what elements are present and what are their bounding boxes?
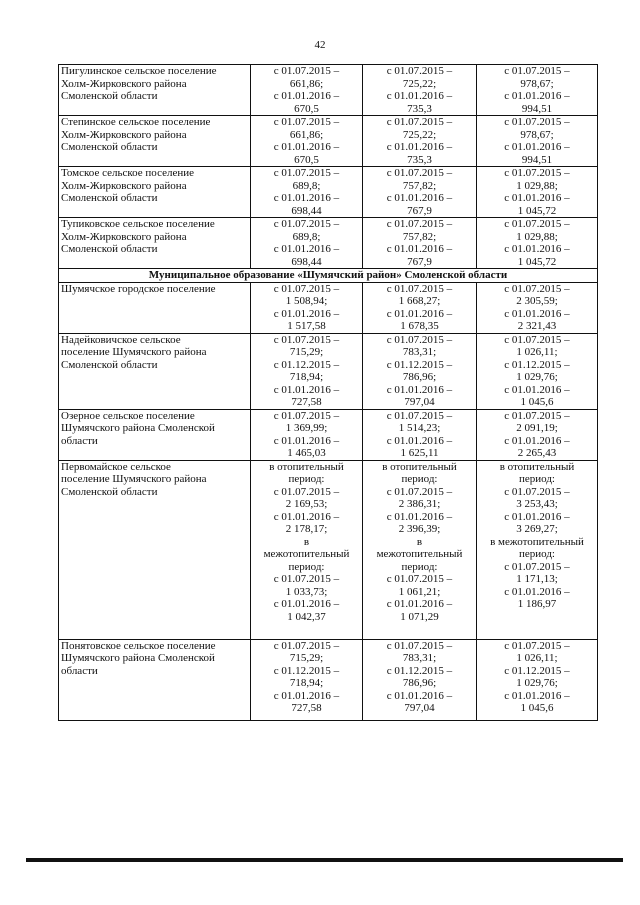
tariff-line: с 01.12.2015 – (273, 664, 340, 677)
tariff-line: с 01.01.2016 – (386, 510, 453, 523)
tariff-line: с 01.07.2015 – (273, 116, 340, 128)
tariff-line: 2 305,59; (516, 295, 558, 307)
tariff-line: 661,86; (289, 128, 324, 141)
tariff-line: 786,96; (402, 371, 437, 383)
tariff-line: с 01.01.2016 – (386, 141, 453, 153)
tariff-cell-col3 (477, 409, 598, 460)
tariff-line: межотопительный (263, 548, 350, 560)
section-header: Муниципальное образование «Шумячский район» Смоленской области (59, 269, 598, 283)
tariff-line: 1 625,11 (400, 447, 439, 459)
tariff-cell-col2 (363, 65, 477, 116)
tariff-line: с 01.01.2016 – (273, 243, 340, 255)
tariff-line: в отопительный (382, 460, 457, 473)
tariff-cell-col3 (477, 65, 598, 116)
tariff-line: 727,58 (291, 702, 322, 714)
tariff-line: с 01.07.2015 – (386, 573, 453, 585)
tariff-line: с 01.07.2015 – (273, 218, 340, 230)
tariff-line: с 01.07.2015 – (386, 639, 453, 652)
settlement-name-line: Шумячское городское поселение (61, 282, 216, 295)
settlement-name-line: Шумячского района Смоленской (61, 652, 215, 664)
settlement-name-line: Холм-Жирковского района (61, 230, 187, 243)
table-row (59, 218, 598, 269)
table-row (59, 116, 598, 167)
table-row (59, 639, 598, 720)
settlement-name-line: Томское сельское поселение (61, 167, 195, 179)
tariff-line: с 01.07.2015 – (504, 65, 570, 77)
settlement-name-line: Пигулинское сельское поселение (61, 65, 217, 77)
tariff-line: 1 508,94; (285, 295, 328, 307)
tariff-line: с 01.07.2015 – (504, 485, 570, 498)
settlement-name-line: Шумячского района Смоленской (61, 422, 215, 434)
tariff-line: 1 029,76; (516, 371, 558, 383)
table-row (59, 409, 598, 460)
tariff-cell-col2 (363, 333, 477, 409)
tariff-line: с 01.01.2016 – (386, 434, 453, 447)
tariff-line: 3 269,27; (516, 523, 558, 535)
tariff-line: с 01.01.2016 – (273, 689, 340, 702)
tariff-line: 783,31; (402, 346, 437, 358)
tariff-cell-col3 (477, 333, 598, 409)
settlement-name-line: Смоленской области (61, 358, 158, 371)
tariff-line: 797,04 (404, 396, 435, 408)
tariff-line: 2 386,31; (398, 498, 441, 510)
tariff-line: с 01.07.2015 – (273, 409, 340, 422)
tariff-line: 735,3 (407, 153, 432, 166)
tariff-line: с 01.12.2015 – (386, 358, 453, 371)
settlement-name-line: Надейковичское сельское (61, 333, 181, 346)
tariff-line: с 01.01.2016 – (504, 383, 570, 396)
tariff-line: 757,82; (402, 230, 437, 243)
settlement-name-cell (59, 167, 251, 218)
tariff-line: период: (288, 473, 325, 485)
tariff-line: в отопительный (269, 460, 344, 473)
tariff-line: с 01.01.2016 – (273, 192, 340, 204)
tariff-line: с 01.01.2016 – (504, 90, 570, 102)
tariff-line: 2 265,43 (517, 447, 557, 459)
tariff-line: с 01.01.2016 – (504, 141, 570, 153)
tariff-line: с 01.01.2016 – (386, 307, 453, 320)
tariff-cell-col1 (251, 282, 363, 333)
tariff-line: 698,44 (291, 255, 322, 268)
tariff-line: межотопительный (376, 548, 463, 560)
tariff-line: с 01.12.2015 – (504, 358, 570, 371)
table-row (59, 333, 598, 409)
tariff-cell-col3 (477, 116, 598, 167)
tariff-line: 1 029,88; (516, 230, 558, 243)
tariff-table (58, 64, 598, 721)
table-row (59, 460, 598, 639)
tariff-cell-col1 (251, 409, 363, 460)
tariff-line: 1 171,13; (516, 573, 558, 585)
tariff-cell-col3 (477, 167, 598, 218)
tariff-cell-col3 (477, 218, 598, 269)
tariff-line: с 01.01.2016 – (273, 510, 340, 523)
tariff-line: с 01.07.2015 – (273, 573, 340, 585)
tariff-line: с 01.01.2016 – (386, 383, 453, 396)
tariff-cell-col3 (477, 639, 598, 720)
tariff-line: 786,96; (402, 677, 437, 689)
tariff-line: с 01.12.2015 – (504, 664, 570, 677)
settlement-name-line: Смоленской области (61, 485, 158, 498)
tariff-line: с 01.01.2016 – (273, 598, 340, 610)
tariff-line: с 01.07.2015 – (504, 218, 570, 230)
tariff-cell-col2 (363, 282, 477, 333)
table-row (59, 65, 598, 116)
table-row (59, 167, 598, 218)
tariff-cell-col3 (477, 282, 598, 333)
tariff-line: 1 045,72 (517, 204, 557, 217)
tariff-line: с 01.07.2015 – (504, 639, 570, 652)
settlement-name-line: Холм-Жирковского района (61, 77, 187, 90)
tariff-line: 767,9 (407, 204, 432, 217)
tariff-line: период: (519, 473, 555, 485)
settlement-name-line: Степинское сельское поселение (61, 116, 211, 128)
tariff-cell-col1 (251, 116, 363, 167)
tariff-line: с 01.07.2015 – (386, 65, 453, 77)
tariff-line: 1 678,35 (400, 320, 439, 332)
tariff-cell-col1 (251, 65, 363, 116)
settlement-name-cell (59, 65, 251, 116)
tariff-line: 994,51 (521, 102, 553, 115)
tariff-line: с 01.01.2016 – (386, 598, 453, 610)
tariff-line: 715,29; (289, 652, 324, 664)
tariff-line: с 01.07.2015 – (386, 218, 453, 230)
tariff-line: с 01.07.2015 – (273, 333, 340, 346)
tariff-line: с 01.07.2015 – (386, 333, 453, 346)
settlement-name-cell (59, 460, 251, 639)
tariff-cell-col1 (251, 639, 363, 720)
tariff-line: 978,67; (520, 77, 554, 90)
tariff-line: с 01.01.2016 – (273, 90, 340, 102)
tariff-line: в (416, 535, 423, 548)
tariff-line: с 01.07.2015 – (504, 282, 570, 295)
tariff-line: 725,22; (402, 77, 437, 90)
tariff-cell-col1 (251, 167, 363, 218)
tariff-line: с 01.07.2015 – (273, 65, 340, 77)
tariff-cell-col2 (363, 167, 477, 218)
tariff-line: 735,3 (407, 102, 432, 115)
tariff-line: 2 169,53; (285, 498, 328, 510)
tariff-line: 670,5 (294, 102, 319, 115)
tariff-line: 3 253,43; (516, 498, 558, 510)
tariff-line: 1 369,99; (285, 422, 328, 434)
tariff-cell-col1 (251, 333, 363, 409)
tariff-line: 1 668,27; (398, 295, 441, 307)
tariff-line: 767,9 (407, 255, 432, 268)
tariff-line: с 01.01.2016 – (504, 689, 570, 702)
settlement-name-line: Холм-Жирковского района (61, 128, 187, 141)
tariff-line: 1 033,73; (285, 585, 328, 598)
tariff-line: 978,67; (520, 128, 554, 141)
tariff-line: с 01.01.2016 – (386, 192, 453, 204)
tariff-cell-col2 (363, 639, 477, 720)
settlement-name-line: Понятовское сельское поселение (61, 639, 216, 652)
settlement-name-line: Тупиковское сельское поселение (61, 218, 215, 230)
tariff-line: 718,94; (289, 371, 324, 383)
settlement-name-line: Смоленской области (61, 192, 158, 204)
tariff-line: с 01.01.2016 – (273, 141, 340, 153)
tariff-line: 994,51 (521, 153, 553, 166)
tariff-line: 1 045,6 (520, 396, 554, 408)
settlement-name-line: Холм-Жирковского района (61, 179, 187, 192)
tariff-line: с 01.01.2016 – (504, 307, 570, 320)
tariff-line: 1 514,23; (398, 422, 441, 434)
tariff-line: с 01.01.2016 – (504, 510, 570, 523)
tariff-line: период: (288, 560, 325, 573)
settlement-name-line: области (61, 664, 98, 677)
tariff-cell-col2 (363, 116, 477, 167)
tariff-line: с 01.01.2016 – (504, 434, 570, 447)
tariff-line: 727,58 (291, 396, 322, 408)
tariff-line: с 01.07.2015 – (273, 485, 340, 498)
tariff-line: 1 045,72 (517, 255, 557, 268)
tariff-line: 797,04 (404, 702, 435, 714)
tariff-line: 2 178,17; (285, 523, 328, 535)
tariff-line: 1 029,88; (516, 179, 558, 192)
tariff-line: с 01.07.2015 – (504, 409, 570, 422)
tariff-line: 2 396,39; (398, 523, 441, 535)
tariff-line: 689,8; (292, 179, 321, 192)
tariff-line: с 01.07.2015 – (273, 282, 340, 295)
tariff-line: с 01.07.2015 – (386, 409, 453, 422)
tariff-line: с 01.01.2016 – (273, 307, 340, 320)
bottom-rule (26, 858, 623, 862)
tariff-line: с 01.07.2015 – (386, 282, 453, 295)
tariff-line: с 01.07.2015 – (504, 167, 570, 179)
tariff-cell-col1 (251, 218, 363, 269)
tariff-line: 698,44 (291, 204, 322, 217)
tariff-line: с 01.01.2016 – (273, 383, 340, 396)
settlement-name-cell (59, 333, 251, 409)
tariff-line: 1 465,03 (287, 447, 326, 459)
tariff-line: период: (401, 560, 438, 573)
tariff-line: 1 042,37 (287, 610, 326, 623)
tariff-line: с 01.01.2016 – (386, 243, 453, 255)
settlement-name-cell (59, 409, 251, 460)
tariff-line: 1 186,97 (517, 598, 557, 610)
tariff-line: 1 071,29 (400, 610, 439, 623)
tariff-line: 718,94; (289, 677, 324, 689)
tariff-cell-col2 (363, 218, 477, 269)
tariff-line: 725,22; (402, 128, 437, 141)
settlement-name-line: Озерное сельское поселение (61, 409, 195, 422)
settlement-name-cell (59, 218, 251, 269)
tariff-line: с 01.01.2016 – (386, 90, 453, 102)
tariff-line: 689,8; (292, 230, 321, 243)
tariff-line: 670,5 (294, 153, 319, 166)
tariff-line: с 01.07.2015 – (273, 167, 340, 179)
tariff-line: 783,31; (402, 652, 437, 664)
tariff-cell-col3 (477, 460, 598, 639)
section-header-row (59, 269, 598, 283)
tariff-line: с 01.12.2015 – (273, 358, 340, 371)
tariff-cell-col2 (363, 460, 477, 639)
settlement-name-line: поселение Шумячского района (61, 346, 207, 358)
settlement-name-cell (59, 639, 251, 720)
tariff-line: с 01.01.2016 – (504, 243, 570, 255)
tariff-line: с 01.01.2016 – (504, 585, 570, 598)
settlement-name-line: Смоленской области (61, 243, 158, 255)
tariff-line: период: (519, 548, 555, 560)
tariff-line: 1 029,76; (516, 677, 558, 689)
tariff-line: с 01.07.2015 – (386, 116, 453, 128)
tariff-line: 1 026,11; (516, 346, 558, 358)
tariff-line: 1 045,6 (520, 702, 554, 714)
tariff-line: с 01.07.2015 – (504, 560, 570, 573)
tariff-line: с 01.01.2016 – (386, 689, 453, 702)
tariff-line: 2 091,19; (516, 422, 558, 434)
tariff-line: с 01.07.2015 – (386, 485, 453, 498)
tariff-line: 715,29; (289, 346, 324, 358)
settlement-name-cell (59, 282, 251, 333)
tariff-line: 757,82; (402, 179, 437, 192)
tariff-line: в межотопительный (490, 535, 584, 548)
tariff-cell-col2 (363, 409, 477, 460)
tariff-table-body (59, 65, 598, 721)
tariff-line: с 01.07.2015 – (386, 167, 453, 179)
settlement-name-line: Смоленской области (61, 141, 158, 153)
settlement-name-line: Первомайское сельское (61, 460, 171, 473)
tariff-line: с 01.12.2015 – (386, 664, 453, 677)
page-number: 42 (314, 39, 326, 51)
tariff-line: 2 321,43 (517, 320, 557, 332)
tariff-line: 1 026,11; (516, 652, 558, 664)
tariff-line: 1 061,21; (398, 585, 441, 598)
settlement-name-cell (59, 116, 251, 167)
settlement-name-line: поселение Шумячского района (61, 473, 207, 485)
tariff-line: с 01.01.2016 – (504, 192, 570, 204)
tariff-line: в (303, 535, 310, 548)
table-row (59, 282, 598, 333)
tariff-line: с 01.07.2015 – (504, 116, 570, 128)
tariff-line: в отопительный (499, 460, 575, 473)
settlement-name-line: области (61, 434, 98, 447)
tariff-line: с 01.07.2015 – (273, 639, 340, 652)
tariff-line: период: (401, 473, 438, 485)
tariff-line: 661,86; (289, 77, 324, 90)
tariff-line: 1 517,58 (287, 320, 326, 332)
settlement-name-line: Смоленской области (61, 90, 158, 102)
tariff-cell-col1 (251, 460, 363, 639)
tariff-line: с 01.07.2015 – (504, 333, 570, 346)
tariff-line: с 01.01.2016 – (273, 434, 340, 447)
